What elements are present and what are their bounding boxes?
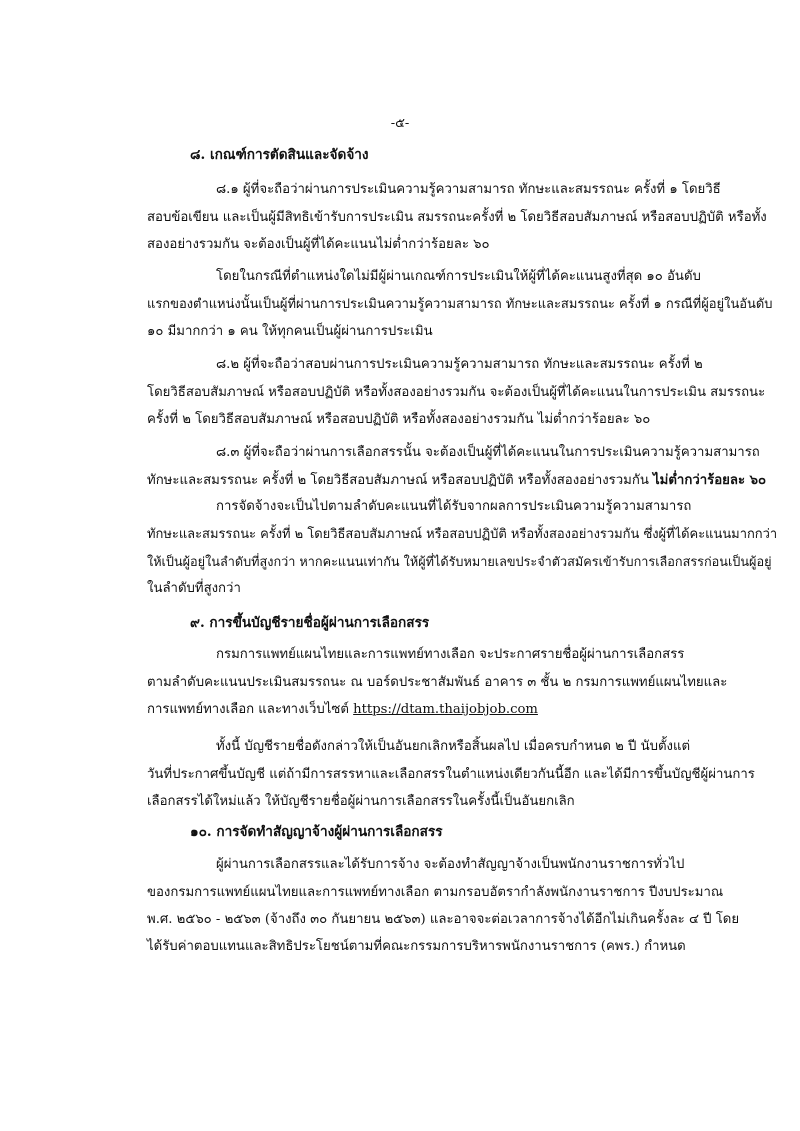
paragraph-9-1-line: กรมการแพทย์แผนไทยและการแพทย์ทางเลือก จะประกาศรายชื่อผู้ผ่านการเลือกสรร — [216, 647, 685, 662]
paragraph-9-2-line: ทั้งนี้ บัญชีรายชื่อดังกล่าวให้เป็นอันยกเลิกหรือสิ้นผลไป เมื่อครบกำหนด ๒ ปี นับตั้งแต่ — [216, 739, 691, 754]
section-10-heading: ๑๐. การจัดทำสัญญาจ้างผู้ผ่านการเลือกสรร — [190, 824, 443, 840]
paragraph-10-1-line: ได้รับค่าตอบแทนและสิทธิประโยชน์ตามที่คณะกรรมการบริหารพนักงานราชการ (คพร.) กำหนด — [147, 939, 686, 954]
website-link[interactable]: https://dtam.thaijobjob.com — [353, 702, 538, 717]
paragraph-9-1-text: การแพทย์ทางเลือก และทางเว็บไซต์ — [147, 702, 354, 717]
paragraph-8-1-line: ๘.๑ ผู้ที่จะถือว่าผ่านการประเมินความรู้ความสามารถ ทักษะและสมรรถนะ ครั้งที่ ๑ โดยวิธี — [216, 182, 721, 197]
paragraph-8-4-line: ในลำดับที่สูงกว่า — [147, 581, 241, 596]
page-number: -๕- — [390, 116, 410, 131]
paragraph-8-3-line — [147, 472, 766, 490]
paragraph-9-1-line: ตามลำดับคะแนนประเมินสมรรถนะ ณ บอร์ดประชาสัมพันธ์ อาคาร ๓ ชั้น ๒ กรมการแพทย์แผนไทยและ — [147, 675, 728, 690]
paragraph-8-4-line: ให้เป็นผู้อยู่ในลำดับที่สูงกว่า หากคะแนนเท่ากัน ให้ผู้ที่ได้รับหมายเลขประจำตัวสมัครเข้ารับการเลือกสรรก่อนเป็นผู้อยู่ — [147, 554, 772, 569]
paragraph-9-2-line: เลือกสรรได้ใหม่แล้ว ให้บัญชีรายชื่อผู้ผ่านการเลือกสรรในครั้งนี้เป็นอันยกเลิก — [147, 794, 575, 809]
paragraph-8-1-line: สอบข้อเขียน และเป็นผู้มีสิทธิเข้ารับการประเมิน สมรรถนะครั้งที่ ๒ โดยวิธีสอบสัมภาษณ์ หรือสอบปฏิบัติ หรือทั้ง — [147, 210, 767, 225]
section-8-heading: ๘. เกณฑ์การตัดสินและจัดจ้าง — [190, 147, 369, 163]
paragraph-9-1-line — [147, 701, 538, 719]
paragraph-9-2-line: วันที่ประกาศขึ้นบัญชี แต่ถ้ามีการสรรหาและเลือกสรรในตำแหน่งเดียวกันนี้อีก และได้มีการขึ้นบัญชีผู้ผ่านการ — [147, 767, 755, 782]
paragraph-8-2-line: ครั้งที่ ๒ โดยวิธีสอบสัมภาษณ์ หรือสอบปฏิบัติ หรือทั้งสองอย่างรวมกัน ไม่ต่ำกว่าร้อยละ ๖๐ — [147, 412, 651, 427]
paragraph-8-1b-line: แรกของตำแหน่งนั้นเป็นผู้ที่ผ่านการประเมินความรู้ความสามารถ ทักษะและสมรรถนะ ครั้งที่ ๑ กรณีที่ผู้อยู่ในอันดับ — [147, 297, 773, 312]
paragraph-8-2-line: โดยวิธีสอบสัมภาษณ์ หรือสอบปฏิบัติ หรือทั้งสองอย่างรวมกัน จะต้องเป็นผู้ที่ได้คะแนนในการประเมิน สมรรถนะ — [147, 385, 766, 400]
section-9-heading: ๙. การขึ้นบัญชีรายชื่อผู้ผ่านการเลือกสรร — [190, 615, 430, 631]
paragraph-10-1-line: ของกรมการแพทย์แผนไทยและการแพทย์ทางเลือก ตามกรอบอัตรากำลังพนักงานราชการ ปีงบประมาณ — [147, 885, 724, 900]
paragraph-8-1b-line: ๑๐ มีมากกว่า ๑ คน ให้ทุกคนเป็นผู้ผ่านการประเมิน — [147, 324, 433, 339]
paragraph-8-4-line: ทักษะและสมรรถนะ ครั้งที่ ๒ โดยวิธีสอบสัมภาษณ์ หรือสอบปฏิบัติ หรือทั้งสองอย่างรวมกัน ซึ่งผู้ที่ได้คะแนนมากกว่า — [147, 527, 778, 542]
paragraph-8-3-text: ทักษะและสมรรถนะ ครั้งที่ ๒ โดยวิธีสอบสัมภาษณ์ หรือสอบปฏิบัติ หรือทั้งสองอย่างรวมกัน — [147, 473, 654, 488]
paragraph-8-2-line: ๘.๒ ผู้ที่จะถือว่าสอบผ่านการประเมินความรู้ความสามารถ ทักษะและสมรรถนะ ครั้งที่ ๒ — [216, 357, 703, 372]
paragraph-8-1-line: สองอย่างรวมกัน จะต้องเป็นผู้ที่ได้คะแนนไม่ต่ำกว่าร้อยละ ๖๐ — [147, 237, 490, 252]
paragraph-10-1-line: พ.ศ. ๒๕๖๐ - ๒๕๖๓ (จ้างถึง ๓๐ กันยายน ๒๕๖๓) และอาจจะต่อเวลาการจ้างได้อีกไม่เกินครั้งละ ๔ ปี โดย — [147, 912, 740, 927]
paragraph-8-3-line: ๘.๓ ผู้ที่จะถือว่าผ่านการเลือกสรรนั้น จะต้องเป็นผู้ที่ได้คะแนนในการประเมินความรู้ความสามารถ — [216, 445, 760, 460]
paragraph-10-1-line: ผู้ผ่านการเลือกสรรและได้รับการจ้าง จะต้องทำสัญญาจ้างเป็นพนักงานราชการทั่วไป — [216, 857, 685, 872]
paragraph-8-1b-line: โดยในกรณีที่ตำแหน่งใดไม่มีผู้ผ่านเกณฑ์การประเมินให้ผู้ที่ได้คะแนนสูงที่สุด ๑๐ อันดับ — [216, 269, 701, 284]
paragraph-8-3-bold-text: ไม่ต่ำกว่าร้อยละ ๖๐ — [653, 473, 767, 488]
paragraph-8-4-line: การจัดจ้างจะเป็นไปตามลำดับคะแนนที่ได้รับจากผลการประเมินความรู้ความสามารถ — [216, 499, 692, 514]
